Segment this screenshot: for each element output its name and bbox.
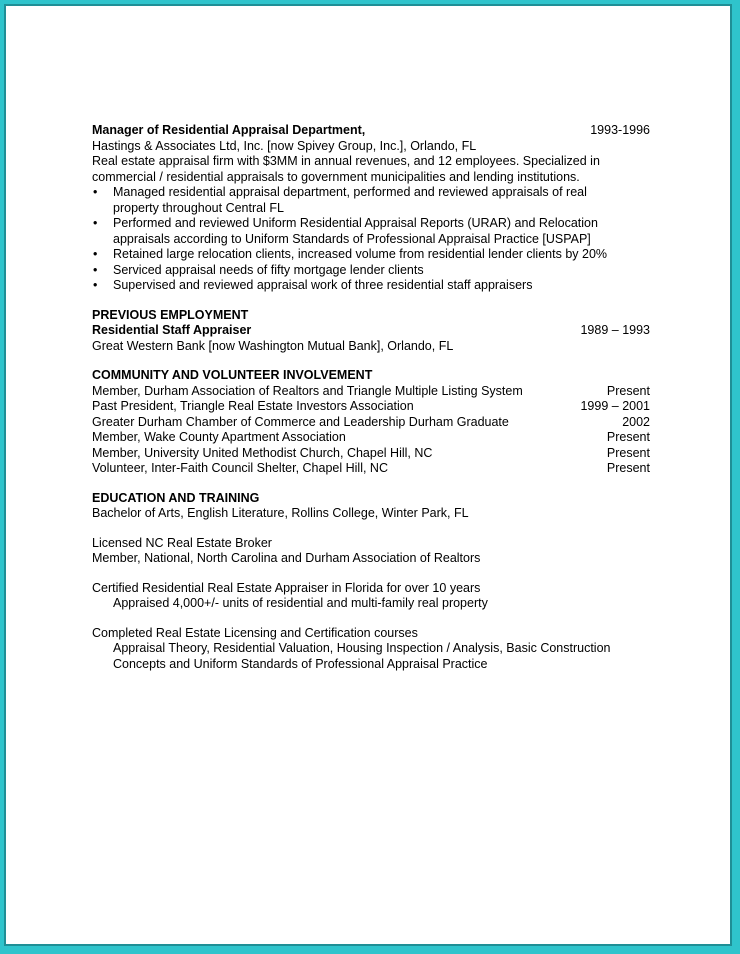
spacer: [92, 612, 650, 626]
bullet-icon: •: [93, 247, 98, 261]
community-item: [92, 461, 650, 477]
community-item-date: 1999 – 2001: [580, 399, 650, 413]
education-courses-detail-2: Concepts and Uniform Standards of Professional Appraisal Practice: [113, 656, 488, 671]
bullet-icon: •: [93, 262, 98, 277]
previous-job-title: Residential Staff Appraiser: [92, 323, 252, 337]
education-license: Licensed NC Real Estate Broker: [92, 535, 272, 550]
community-item: [92, 415, 650, 431]
resume-page: [4, 4, 732, 946]
job-header: [92, 123, 650, 139]
community-item: [92, 446, 650, 462]
community-item-text: Member, Durham Association of Realtors and Triangle Multiple Listing System: [92, 383, 523, 398]
education-appraised: Appraised 4,000+/- units of residential and multi-family real property: [113, 596, 488, 610]
job-bullet-list: [92, 185, 650, 294]
community-item-date: Present: [606, 445, 650, 460]
community-item-date: Present: [606, 383, 650, 398]
job-company: Hastings & Associates Ltd, Inc. [now Spivey Group, Inc.], Orlando, FL: [92, 138, 477, 153]
previous-employment-heading: PREVIOUS EMPLOYMENT: [92, 307, 249, 322]
bullet-text-continued: property throughout Central FL: [113, 200, 284, 215]
community-item-text: Greater Durham Chamber of Commerce and Leadership Durham Graduate: [92, 414, 509, 429]
education-courses: Completed Real Estate Licensing and Certification courses: [92, 625, 418, 640]
education-membership: Member, National, North Carolina and Durham Association of Realtors: [92, 551, 481, 565]
community-item: [92, 430, 650, 446]
education-heading: EDUCATION AND TRAINING: [92, 490, 260, 505]
education-degree: Bachelor of Arts, English Literature, Rollins College, Winter Park, FL: [92, 506, 469, 520]
job-title: Manager of Residential Appraisal Department,: [92, 123, 366, 137]
job-dates: 1993-1996: [590, 123, 650, 137]
bullet-icon: •: [93, 216, 98, 230]
bullet-text: Supervised and reviewed appraisal work of three residential staff appraisers: [113, 278, 533, 292]
job-description-line-1: Real estate appraisal firm with $3MM in annual revenues, and 12 employees. Specialized in: [92, 154, 600, 168]
job-bullet: [92, 263, 650, 279]
community-heading: COMMUNITY AND VOLUNTEER INVOLVEMENT: [92, 368, 373, 382]
bullet-icon: •: [93, 185, 98, 199]
bullet-text-continued: appraisals according to Uniform Standards of Professional Appraisal Practice [USPAP]: [113, 231, 591, 246]
job-bullet: [92, 247, 650, 263]
previous-job-dates: 1989 – 1993: [580, 323, 650, 337]
resume-content: [92, 123, 650, 672]
community-item-text: Member, University United Methodist Church, Chapel Hill, NC: [92, 445, 433, 460]
community-item-date: Present: [606, 430, 650, 444]
bullet-text: Performed and reviewed Uniform Residential Appraisal Reports (URAR) and Relocation: [113, 216, 598, 230]
spacer: [92, 522, 650, 536]
community-item-date: Present: [606, 461, 650, 475]
community-item-text: Volunteer, Inter-Faith Council Shelter, Chapel Hill, NC: [92, 461, 388, 475]
bullet-text: Managed residential appraisal department, performed and reviewed appraisals of real: [113, 185, 587, 199]
job-description-line-2: commercial / residential appraisals to government municipalities and lending institutions.: [92, 169, 580, 184]
community-item-text: Past President, Triangle Real Estate Investors Association: [92, 399, 414, 413]
education-certified: Certified Residential Real Estate Appraiser in Florida for over 10 years: [92, 580, 481, 595]
job-bullet: [92, 278, 650, 294]
spacer: [92, 567, 650, 581]
community-item: [92, 399, 650, 415]
community-item-text: Member, Wake County Apartment Association: [92, 430, 346, 444]
bullet-text: Serviced appraisal needs of fifty mortgage lender clients: [113, 262, 424, 277]
education-courses-detail-1: Appraisal Theory, Residential Valuation, Housing Inspection / Analysis, Basic Construction: [113, 641, 611, 655]
bullet-icon: •: [93, 278, 98, 292]
previous-job-header: [92, 323, 650, 339]
job-bullet: [92, 185, 650, 216]
community-item: [92, 384, 650, 400]
community-item-date: 2002: [622, 414, 650, 429]
previous-job-company: Great Western Bank [now Washington Mutual Bank], Orlando, FL: [92, 338, 454, 353]
bullet-text: Retained large relocation clients, increased volume from residential lender clients by 20%: [113, 247, 608, 261]
job-bullet: [92, 216, 650, 247]
